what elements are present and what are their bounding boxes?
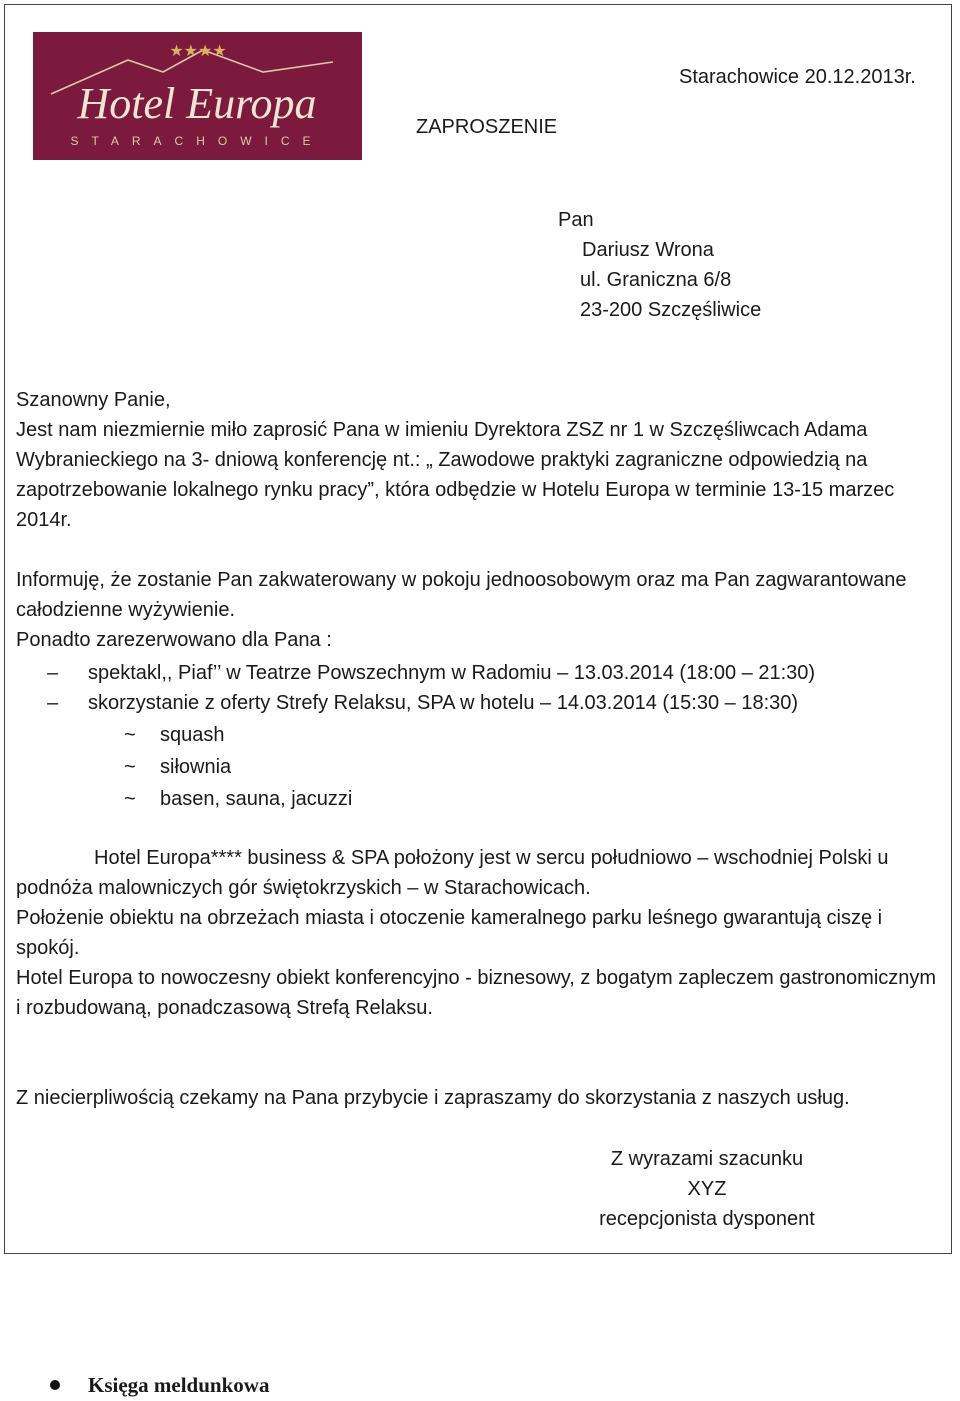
tilde-marker: ~ [124,724,136,746]
tilde-marker: ~ [124,756,136,778]
signature-name: XYZ [687,1178,727,1200]
signature-closing: Z wyrazami szacunku [610,1148,804,1170]
letter-title: ZAPROSZENIE [416,116,558,138]
tilde-marker: ~ [124,788,136,810]
accommodation-paragraph: Informuję, że zostanie Pan zakwaterowany w pokoju jednoosobowym oraz ma Pan zagwarantowane całodzienne wyżywienie. [16,569,907,621]
list-item: ~ basen, sauna, jacuzzi [124,784,352,814]
letter-date: Starachowice 20.12.2013r. [679,66,916,88]
recipient-name: Dariusz Wrona [582,239,714,261]
footer-bullet-text: Księga meldunkowa [88,1373,270,1397]
dash-marker: – [47,662,59,684]
list-item: ~ siłownia [124,752,231,782]
closing-paragraph: Z niecierpliwością czekamy na Pana przybycie i zapraszamy do skorzystania z naszych usług. [16,1087,850,1109]
hotel-description: Hotel Europa**** business & SPA położony jest w sercu południowo – wschodniej Polski u podnóża malowniczych gór świętokrzyskich – w Starachowicach. [16,847,889,899]
recipient-salutation: Pan [558,209,594,231]
list-item: – skorzystanie z oferty Strefy Relaksu, SPA w hotelu – 14.03.2014 (15:30 – 18:30) [47,688,798,718]
location-paragraph: Położenie obiektu na obrzeżach miasta i otoczenie kameralnego parku leśnego gwarantują ciszę i spokój. [16,907,883,959]
hotel-logo [33,32,362,160]
signature-block [577,1144,837,1234]
recipient-address [582,235,761,325]
invitation-paragraph: Jest nam niezmiernie miło zaprosić Pana w imieniu Dyrektora ZSZ nr 1 w Szczęśliwcach Adama Wybranieckiego na 3- dniową konferencję nt.: „ Zawodowe praktyki zagraniczne odpowiedzią na zapotrzebowanie lokalnego rynku pracy”, która odbędzie w Hotelu Europa w terminie 13-15 marzec 2014r. [16,419,895,531]
recipient-street: ul. Graniczna 6/8 [580,269,732,291]
recipient-city: 23-200 Szczęśliwice [580,299,762,321]
list-item: ~ squash [124,720,225,750]
facilities-paragraph: Hotel Europa to nowoczesny obiekt konferencyjno - biznesowy, z bogatym zapleczem gastronomicznym i rozbudowaną, ponadczasową Strefą Relaksu. [16,967,937,1019]
logo-name: Hotel Europa [77,79,317,128]
logo-stars: ★★★★ [169,41,227,60]
list-item: – spektakl,, Piaf’’ w Teatrze Powszechnym w Radomiu – 13.03.2014 (18:00 – 21:30) [47,658,815,688]
bullet-icon [50,1380,60,1390]
reservation-intro: Ponadto zarezerwowano dla Pana : [16,629,332,651]
signature-role: recepcjonista dysponent [599,1208,815,1230]
dash-marker: – [47,692,59,714]
footer-bullet-item [50,1370,269,1400]
greeting: Szanowny Panie, [16,389,171,411]
logo-city: STARACHOWICE [70,134,324,148]
